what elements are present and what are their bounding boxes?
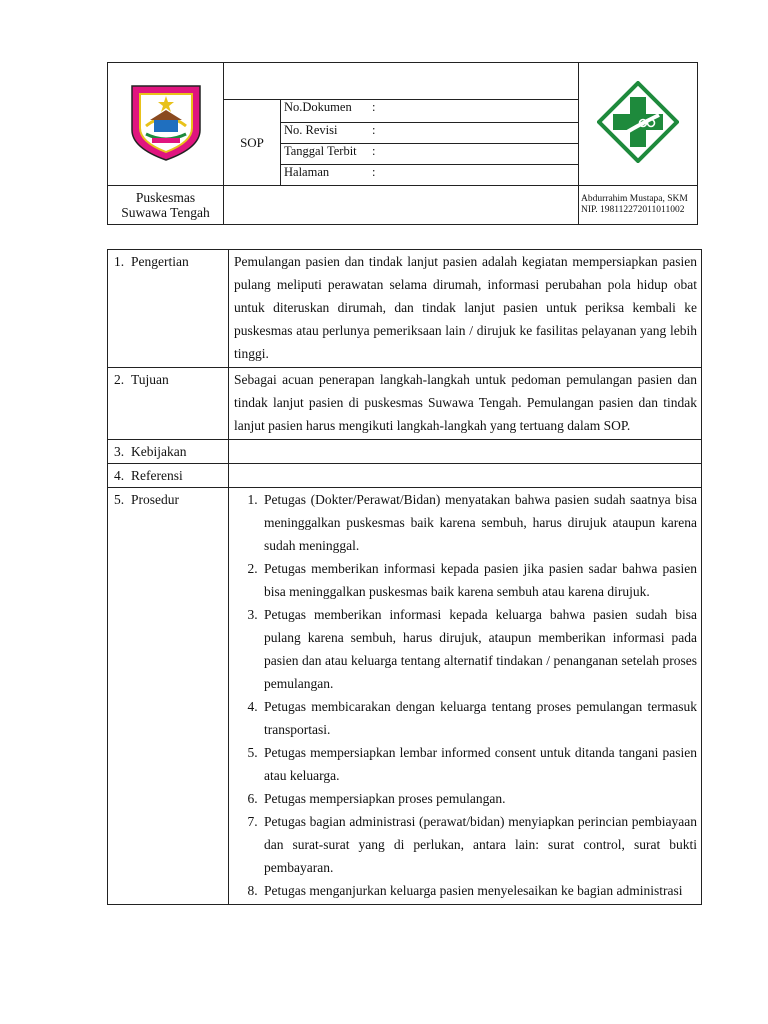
section-number: 1. [114,254,125,269]
section-label: Kebijakan [131,444,187,459]
meta-row-tanggal [281,144,579,165]
list-item: 8. Petugas menganjurkan keluarga pasien menyelesaikan ke bagian administrasi [261,879,697,902]
section-label: Referensi [131,468,183,483]
section-text: Sebagai acuan penerapan langkah-langkah untuk pedoman pemulangan pasien dan tindak lanjut pasien di puskesmas Suwawa Tengah. Pemulangan pasien dan tindak lanjut pasien harus mengikuti langkah-langkah yang tertuang dalam SOP. [229,368,702,440]
sop-body-table [107,249,702,905]
left-logo-cell [108,63,224,186]
regional-emblem-icon [124,80,208,164]
list-item: 6. Petugas mempersiapkan proses pemulangan. [261,787,697,810]
list-item: 5. Petugas mempersiapkan lembar informed consent untuk ditanda tangani pasien atau keluarga. [261,741,697,787]
list-item: 2. Petugas memberikan informasi kepada pasien jika pasien sadar bahwa pasien bisa meninggalkan puskesmas baik karena sembuh atau karena dirujuk. [261,557,697,603]
section-number: 4. [114,468,125,483]
meta-row-halaman [281,165,579,186]
section-number: 3. [114,444,125,459]
section-referensi [108,464,702,488]
puskesmas-line2: Suwawa Tengah [121,205,210,220]
signatory [579,186,698,225]
list-item: 7. Petugas bagian administrasi (perawat/bidan) menyiapkan perincian pembiayaan dan surat-surat yang di perlukan, antara lain: surat control, surat bukti pembayaran. [261,810,697,879]
section-label: Tujuan [131,372,169,387]
section-label: Pengertian [131,254,189,269]
meta-label: Halaman [284,165,330,179]
meta-label: No.Dokumen [284,100,352,114]
meta-row-revisi [281,123,579,144]
procedure-list [234,488,697,902]
puskesmas-name [108,186,224,225]
section-number: 5. [114,492,125,507]
meta-value: : [372,100,376,114]
sop-label: SOP [224,100,281,186]
sop-header-table [107,62,698,225]
meta-value: : [372,144,376,158]
meta-value: : [372,123,376,137]
list-item: 3. Petugas memberikan informasi kepada keluarga bahwa pasien sudah bisa pulang karena sembuh, harus dirujuk, ataupun memberikan informasi pada pasien dan atau keluarga tentang alternatif tindakan / penanganan setelah proses pemulangan. [261,603,697,695]
list-item: 4. Petugas membicarakan dengan keluarga tentang proses pemulangan termasuk transportasi. [261,695,697,741]
signatory-name: Abdurrahim Mustapa, SKM [581,194,688,204]
signatory-nip: NIP. 198112272011011002 [581,205,685,215]
meta-value: : [372,165,376,179]
meta-label: Tanggal Terbit [284,144,357,158]
meta-label: No. Revisi [284,123,338,137]
section-text [229,464,702,488]
section-number: 2. [114,372,125,387]
meta-row-dokumen [281,100,579,123]
header-blank-cell [224,186,579,225]
puskesmas-cross-icon [597,81,679,163]
section-kebijakan [108,440,702,464]
document-title [224,63,579,100]
procedure-steps [229,488,702,905]
section-prosedur [108,488,702,905]
section-tujuan [108,368,702,440]
section-pengertian [108,250,702,368]
right-logo-cell [579,63,698,186]
section-text [229,440,702,464]
section-label: Prosedur [131,492,179,507]
puskesmas-line1: Puskesmas [135,190,196,205]
list-item: 1. Petugas (Dokter/Perawat/Bidan) menyatakan bahwa pasien sudah saatnya bisa meninggalkan puskesmas baik karena sembuh, harus dirujuk ataupun karena sudah meninggal. [261,488,697,557]
section-text: Pemulangan pasien dan tindak lanjut pasien adalah kegiatan mempersiapkan pasien pulang meliputi perawatan selama dirumah, informasi perubahan pola hidup obat untuk diteruskan dirumah, dan tindak lanjut pasien untuk periksa kembali ke puskesmas atau perlunya pemeriksaan lain / dirujuk ke fasilitas pelayanan yang lebih tinggi. [229,250,702,368]
